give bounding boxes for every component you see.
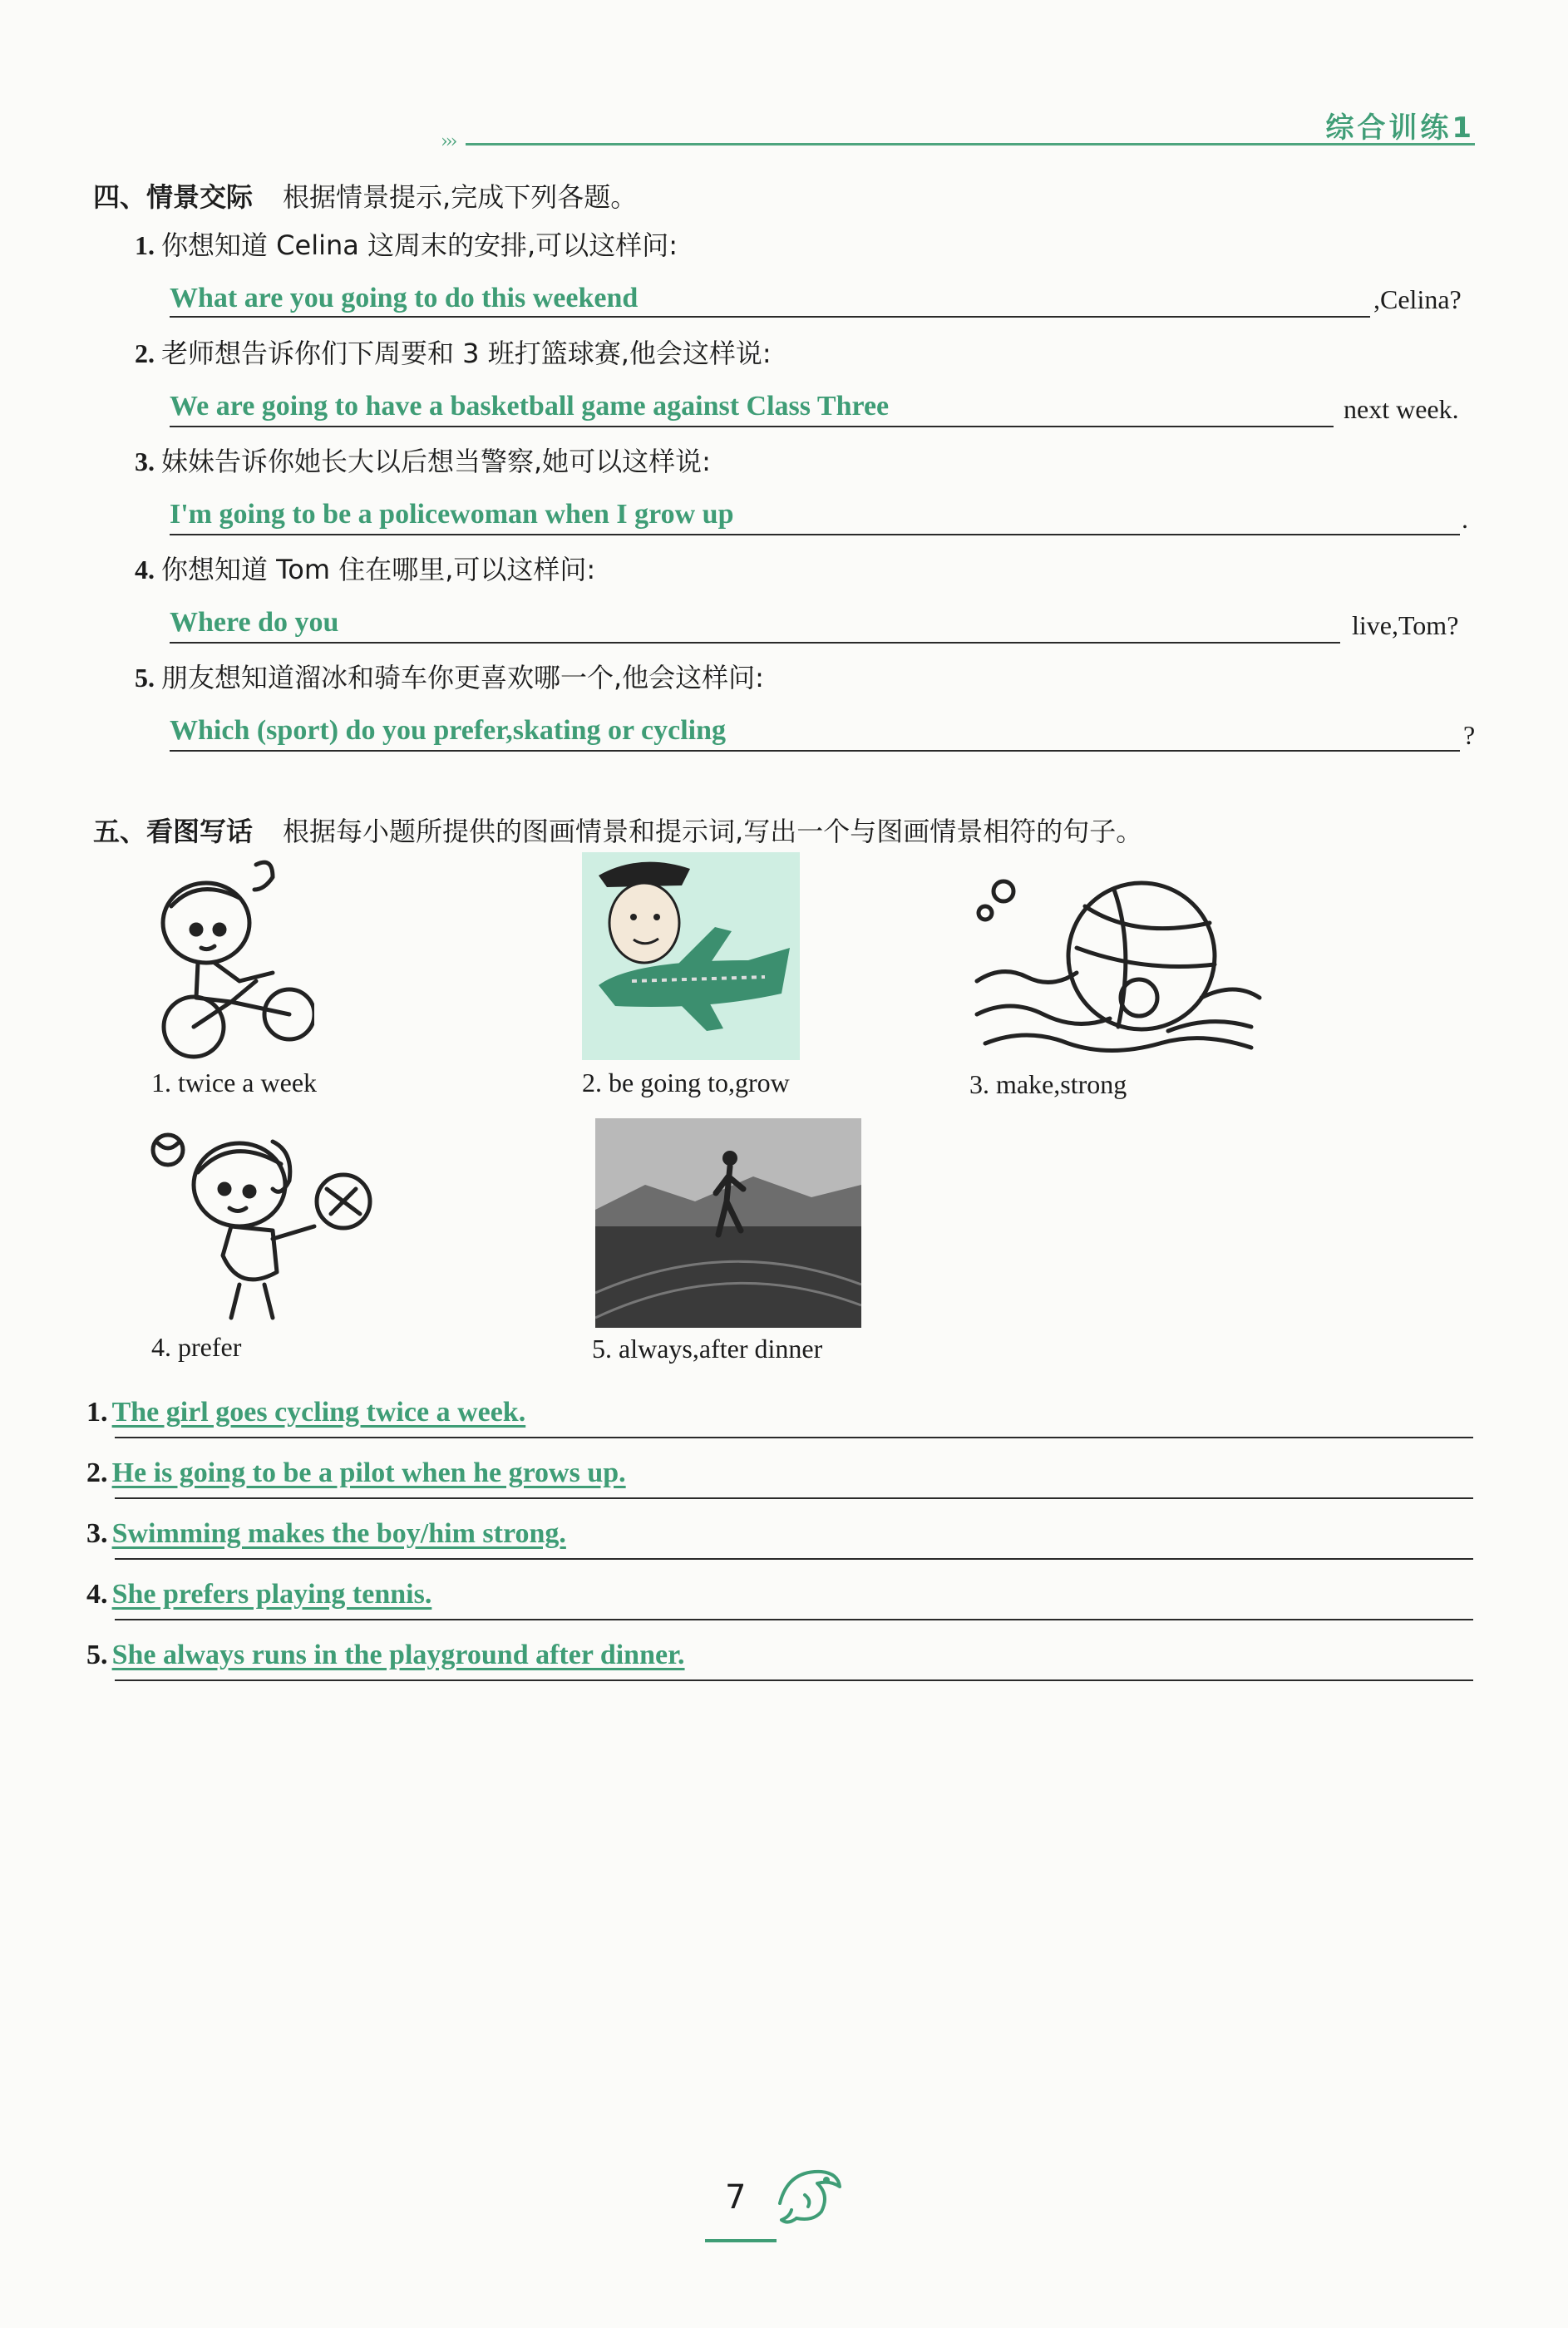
writing-answer-5: 5. She always runs in the playground after dinner. — [86, 1640, 685, 1670]
page-header-title: 综合训练1 — [1325, 111, 1475, 145]
q5-answer: Which (sport) do you prefer,skating or cycling — [170, 715, 727, 746]
q1-answer-line — [170, 316, 1370, 318]
picture5-caption: 5. always,after dinner — [592, 1334, 823, 1364]
boy-swimming-icon — [969, 873, 1268, 1064]
q3-suffix: . — [1462, 504, 1468, 534]
writing-answer-2: 2. He is going to be a pilot when he grows up. — [86, 1457, 626, 1488]
picture4-caption: 4. prefer — [151, 1332, 242, 1362]
pilot-plane-icon — [582, 852, 800, 1060]
q5-prompt: 5. 朋友想知道溜冰和骑车你更喜欢哪一个,他会这样问: — [135, 662, 764, 693]
q4-answer-line — [170, 642, 1340, 644]
q2-answer-line — [170, 426, 1334, 427]
q1-answer: What are you going to do this weekend — [170, 283, 639, 313]
q5-suffix: ? — [1463, 720, 1476, 750]
picture1-caption: 1. twice a week — [151, 1068, 318, 1097]
picture2-caption: 2. be going to,grow — [582, 1068, 790, 1097]
section5-title: 五、看图写话 — [93, 816, 254, 847]
header-rule — [466, 143, 1475, 146]
q3-prompt: 3. 妹妹告诉你她长大以后想当警察,她可以这样说: — [135, 446, 711, 477]
girl-cycling-icon — [148, 856, 314, 1064]
writing-line-3 — [115, 1558, 1473, 1560]
section4-title: 四、情景交际 — [93, 181, 254, 213]
q4-prompt: 4. 你想知道 Tom 住在哪里,可以这样问: — [135, 554, 596, 585]
section4-heading — [93, 176, 637, 215]
writing-line-2 — [115, 1497, 1473, 1499]
writing-line-5 — [115, 1679, 1473, 1681]
q2-answer: We are going to have a basketball game against Class Three — [170, 391, 890, 422]
page-number-underline — [705, 2239, 777, 2242]
runner-track-photo — [595, 1118, 861, 1328]
page-number: 7 — [725, 2178, 747, 2217]
writing-line-4 — [115, 1619, 1473, 1620]
section4-instruction: 根据情景提示,完成下列各题。 — [283, 181, 638, 213]
q4-answer: Where do you — [170, 607, 339, 638]
writing-answer-3: 3. Swimming makes the boy/him strong. — [86, 1518, 566, 1549]
picture3-caption: 3. make,strong — [969, 1069, 1127, 1099]
section5-instruction: 根据每小题所提供的图画情景和提示词,写出一个与图画情景相符的句子。 — [283, 816, 1143, 847]
girl-tennis-icon — [148, 1118, 381, 1326]
writing-answer-1: 1. The girl goes cycling twice a week. — [86, 1397, 526, 1428]
dolphin-logo-icon — [772, 2162, 846, 2228]
section5-heading — [93, 811, 1142, 849]
writing-line-1 — [115, 1437, 1473, 1438]
q2-suffix: next week. — [1344, 394, 1459, 424]
q3-answer: I'm going to be a policewoman when I grow up — [170, 499, 734, 530]
q5-answer-line — [170, 750, 1460, 752]
header-arrows: ››› — [441, 131, 456, 152]
writing-answer-4: 4. She prefers playing tennis. — [86, 1579, 432, 1610]
q1-suffix: ,Celina? — [1373, 284, 1462, 314]
q1-prompt: 1. 你想知道 Celina 这周末的安排,可以这样问: — [135, 229, 678, 261]
q2-prompt: 2. 老师想告诉你们下周要和 3 班打篮球赛,他会这样说: — [135, 338, 772, 369]
q3-answer-line — [170, 534, 1460, 535]
q4-suffix: live,Tom? — [1352, 610, 1459, 640]
